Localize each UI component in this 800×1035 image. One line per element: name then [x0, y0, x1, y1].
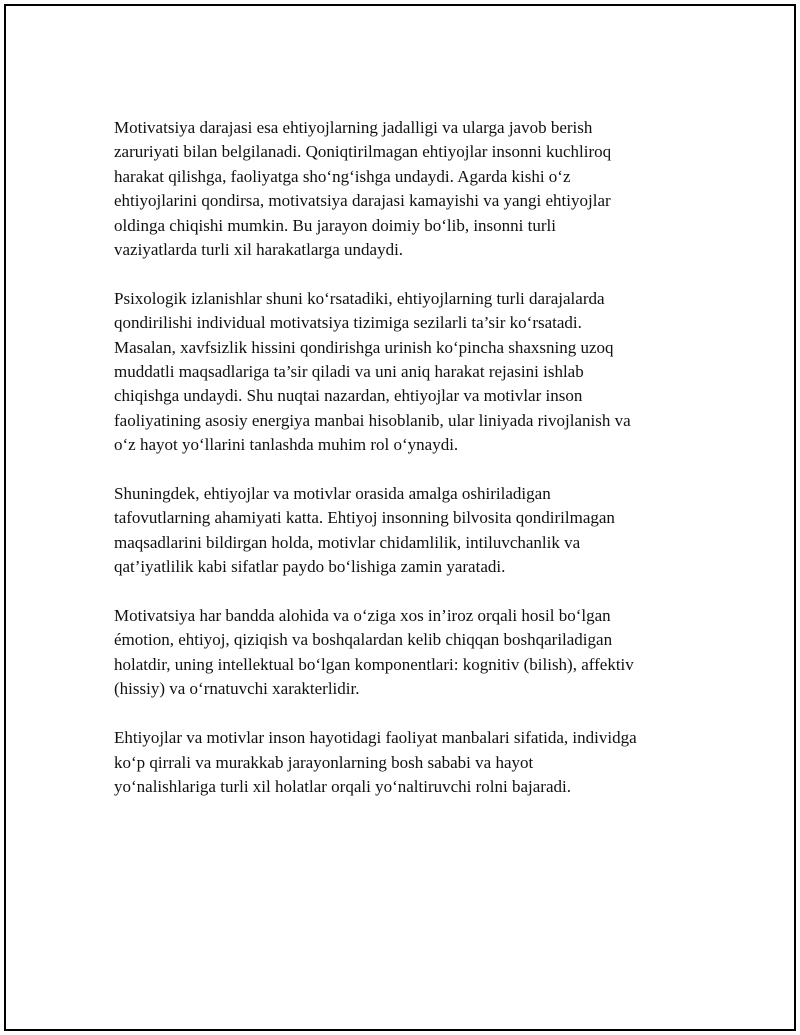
paragraph-line: o‘z hayot yo‘llarini tanlashda muhim rol o‘ynaydi.	[114, 435, 459, 455]
paragraph-line: Psixologik izlanishlar shuni ko‘rsatadiki, ehtiyojlarning turli darajalarda	[114, 288, 605, 308]
paragraph-line: (hissiy) va o‘rnatuvchi xarakterlidir.	[114, 679, 360, 699]
paragraph-line: harakat qilishga, faoliyatga sho‘ng‘ishga undaydi. Agarda kishi o‘z	[114, 166, 571, 186]
paragraph-1	[114, 116, 694, 262]
paragraph-4	[114, 604, 694, 702]
paragraph-line: vaziyatlarda turli xil harakatlarga undaydi.	[114, 240, 404, 260]
paragraph-line: ehtiyojlarini qondirsa, motivatsiya darajasi kamayishi va yangi ehtiyojlar	[114, 191, 611, 211]
document-body	[114, 116, 694, 799]
paragraph-line: muddatli maqsadlariga ta’sir qiladi va uni aniq harakat rejasini ishlab	[114, 362, 584, 382]
paragraph-line: ko‘p qirrali va murakkab jarayonlarning bosh sababi va hayot	[114, 752, 534, 772]
paragraph-line: Masalan, xavfsizlik hissini qondirishga urinish ko‘pincha shaxsning uzoq	[114, 337, 614, 357]
paragraph-line: tafovutlarning ahamiyati katta. Ehtiyoj insonning bilvosita qondirilmagan	[114, 508, 615, 528]
paragraph-2	[114, 287, 694, 458]
paragraph-line: qat’iyatlilik kabi sifatlar paydo bo‘lishiga zamin yaratadi.	[114, 557, 506, 577]
paragraph-line: émotion, ehtiyoj, qiziqish va boshqalardan kelib chiqqan boshqariladigan	[114, 630, 613, 650]
paragraph-line: holatdir, uning intellektual bo‘lgan komponentlari: kognitiv (bilish), affektiv	[114, 654, 634, 674]
paragraph-line: oldinga chiqishi mumkin. Bu jarayon doimiy bo‘lib, insonni turli	[114, 215, 556, 235]
paragraph-line: Shuningdek, ehtiyojlar va motivlar orasida amalga oshiriladigan	[114, 484, 551, 504]
paragraph-line: zaruriyati bilan belgilanadi. Qoniqtirilmagan ehtiyojlar insonni kuchliroq	[114, 142, 612, 162]
paragraph-line: yo‘nalishlariga turli xil holatlar orqali yo‘naltiruvchi rolni bajaradi.	[114, 776, 571, 796]
paragraph-5	[114, 726, 694, 799]
paragraph-line: Motivatsiya darajasi esa ehtiyojlarning jadalligi va ularga javob berish	[114, 118, 593, 137]
paragraph-line: chiqishga undaydi. Shu nuqtai nazardan, ehtiyojlar va motivlar inson	[114, 386, 583, 406]
paragraph-line: Ehtiyojlar va motivlar inson hayotidagi faoliyat manbalari sifatida, individga	[114, 728, 637, 748]
paragraph-line: Motivatsiya har bandda alohida va o‘ziga xos in’iroz orqali hosil bo‘lgan	[114, 606, 611, 626]
paragraph-3	[114, 482, 694, 580]
paragraph-line: qondirilishi individual motivatsiya tizimiga sezilarli ta’sir ko‘rsatadi.	[114, 313, 582, 333]
paragraph-line: faoliyatining asosiy energiya manbai hisoblanib, ular liniyada rivojlanish va	[114, 410, 631, 430]
paragraph-line: maqsadlarini bildirgan holda, motivlar chidamlilik, intiluvchanlik va	[114, 532, 581, 552]
